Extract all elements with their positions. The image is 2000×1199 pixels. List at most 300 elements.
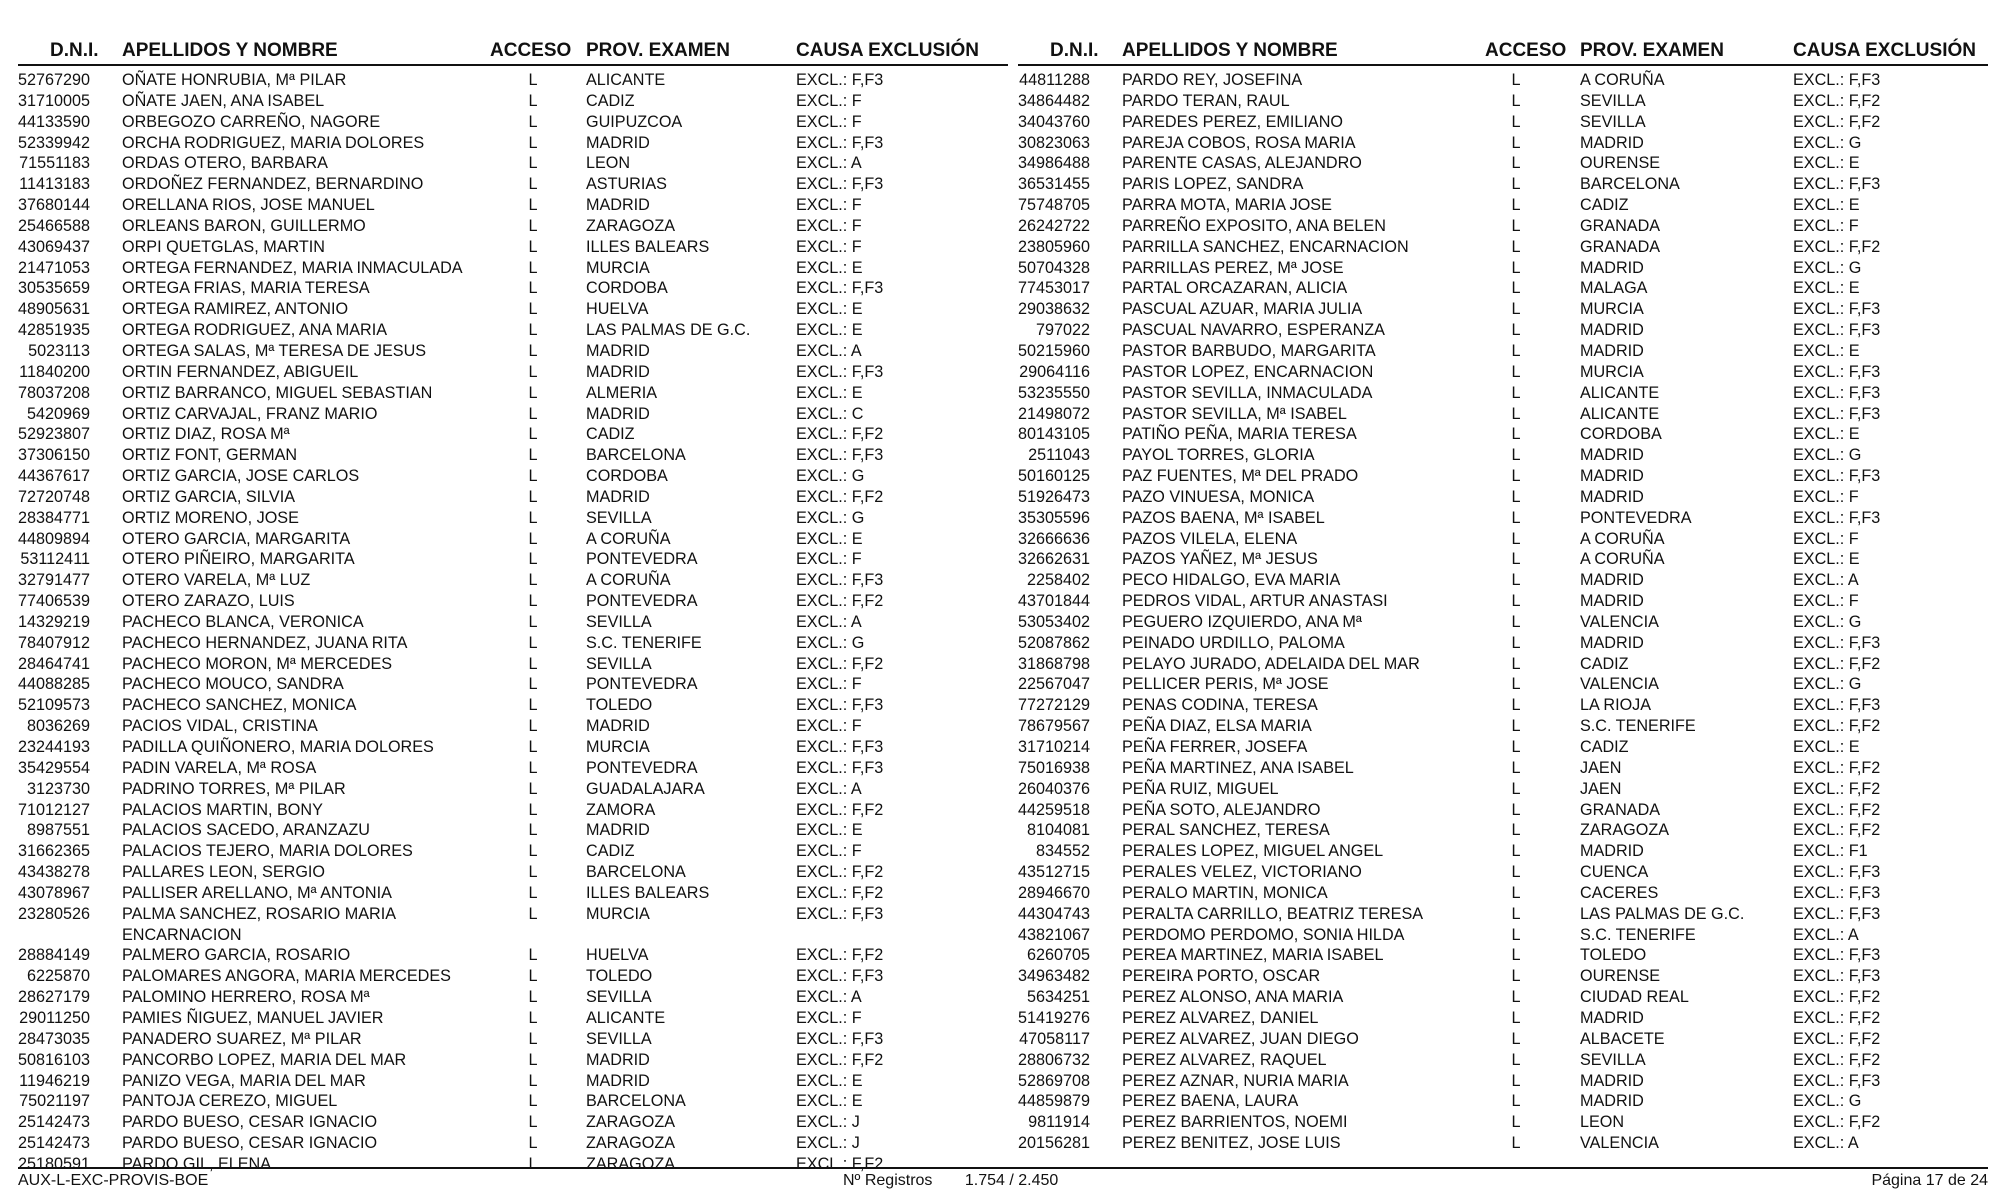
- cell-name: PASCUAL AZUAR, MARIA JULIA: [1122, 300, 1363, 319]
- cell-acceso: L: [528, 383, 538, 402]
- cell-dni: 51926473: [1018, 487, 1091, 506]
- cell-causa: EXCL.: F,F3: [1793, 467, 1881, 486]
- cell-causa: EXCL.: F,F3: [796, 967, 884, 986]
- cell-name: PEREZ ALVAREZ, DANIEL: [1122, 1008, 1319, 1027]
- cell-prov: PONTEVEDRA: [586, 675, 698, 694]
- cell-causa: EXCL.: C: [796, 404, 864, 423]
- cell-prov: ZARAGOZA: [586, 1134, 676, 1153]
- cell-dni: 28384771: [18, 508, 91, 527]
- cell-dni: 44859879: [1018, 1092, 1091, 1111]
- cell-acceso: L: [1511, 362, 1521, 381]
- cell-causa: EXCL.: F,F3: [796, 1029, 884, 1048]
- table-row: [18, 715, 1008, 736]
- cell-name: PEREZ ALVAREZ, JUAN DIEGO: [1122, 1029, 1359, 1048]
- table-row: [1018, 1007, 1988, 1028]
- cell-acceso: L: [1511, 321, 1521, 340]
- cell-dni: 6260705: [1026, 946, 1090, 965]
- cell-causa: EXCL.: F,F2: [1793, 1113, 1881, 1132]
- cell-causa: EXCL.: F,F3: [1793, 904, 1881, 923]
- table-row: [18, 611, 1008, 632]
- cell-dni: 34986488: [1018, 154, 1091, 173]
- cell-name: PAMIES ÑIGUEZ, MANUEL JAVIER: [122, 1008, 384, 1027]
- cell-acceso: L: [528, 404, 538, 423]
- table-row: [1018, 1028, 1988, 1049]
- cell-dni: 34864482: [1018, 91, 1091, 110]
- cell-prov: MADRID: [1580, 633, 1644, 652]
- table-row: [1018, 944, 1988, 965]
- cell-causa: EXCL.: F,F3: [1793, 863, 1881, 882]
- table-row: [1018, 903, 1988, 924]
- cell-name: ORTIZ FONT, GERMAN: [122, 446, 298, 465]
- table-row: [18, 986, 1008, 1007]
- table-row: [18, 736, 1008, 757]
- cell-dni: 5420969: [26, 404, 90, 423]
- cell-causa: EXCL.: E: [796, 821, 863, 840]
- table-row: [18, 1111, 1008, 1132]
- cell-prov: MADRID: [1580, 571, 1644, 590]
- table-row: [1018, 403, 1988, 424]
- cell-name: PEREZ BAENA, LAURA: [1122, 1092, 1299, 1111]
- cell-acceso: L: [1511, 1092, 1521, 1111]
- cell-prov: MADRID: [586, 341, 650, 360]
- cell-causa: EXCL.: A: [1793, 925, 1859, 944]
- cell-acceso: L: [528, 196, 538, 215]
- cell-name: PARRILLA SANCHEZ, ENCARNACION: [1122, 237, 1409, 256]
- cell-prov: OURENSE: [1580, 154, 1661, 173]
- cell-causa: EXCL.: F,F3: [1793, 321, 1881, 340]
- cell-acceso: L: [528, 696, 538, 715]
- cell-causa: EXCL.: F,F3: [796, 446, 884, 465]
- cell-name: PACHECO BLANCA, VERONICA: [122, 612, 364, 631]
- cell-acceso: L: [1511, 425, 1521, 444]
- cell-acceso: L: [528, 1113, 538, 1132]
- cell-prov: PONTEVEDRA: [586, 758, 698, 777]
- cell-name: ORBEGOZO CARREÑO, NAGORE: [122, 112, 381, 131]
- table-row: [18, 924, 1008, 945]
- cell-dni: 30535659: [18, 279, 91, 298]
- cell-name: PARENTE CASAS, ALEJANDRO: [1122, 154, 1362, 173]
- cell-acceso: L: [528, 904, 538, 923]
- table-row: [1018, 715, 1988, 736]
- cell-acceso: L: [528, 654, 538, 673]
- cell-acceso: L: [528, 967, 538, 986]
- cell-prov: ALBACETE: [1580, 1029, 1665, 1048]
- table-row: [1018, 173, 1988, 194]
- cell-prov: LAS PALMAS DE G.C.: [1580, 904, 1745, 923]
- table-row: [18, 799, 1008, 820]
- cell-name: PANIZO VEGA, MARIA DEL MAR: [122, 1071, 366, 1090]
- cell-dni: 28806732: [1018, 1050, 1091, 1069]
- cell-name: PEINADO URDILLO, PALOMA: [1122, 633, 1345, 652]
- cell-name: PEREZ AZNAR, NURIA MARIA: [1122, 1071, 1349, 1090]
- cell-name: ORELLANA RIOS, JOSE MANUEL: [122, 196, 375, 215]
- cell-dni: 50160125: [1018, 467, 1091, 486]
- cell-dni: 50704328: [1018, 258, 1091, 277]
- cell-prov: MADRID: [586, 1050, 650, 1069]
- table-row: [18, 319, 1008, 340]
- table-row: [1018, 340, 1988, 361]
- cell-acceso: L: [528, 487, 538, 506]
- cell-name: PASTOR SEVILLA, Mª ISABEL: [1122, 404, 1347, 423]
- page-footer: [18, 1167, 1988, 1199]
- cell-acceso: L: [1511, 1050, 1521, 1069]
- cell-name: PEREZ ALVAREZ, RAQUEL: [1122, 1050, 1327, 1069]
- cell-dni: 51419276: [1018, 1008, 1091, 1027]
- cell-name: PAZOS BAENA, Mª ISABEL: [1122, 508, 1325, 527]
- cell-prov: GRANADA: [1580, 800, 1661, 819]
- cell-acceso: L: [1511, 279, 1521, 298]
- cell-name: PARRA MOTA, MARIA JOSE: [1122, 196, 1332, 215]
- cell-acceso: L: [528, 258, 538, 277]
- cell-causa: EXCL.: F,F2: [796, 946, 884, 965]
- cell-prov: CORDOBA: [586, 279, 668, 298]
- cell-acceso: L: [1511, 633, 1521, 652]
- document-code: AUX-L-EXC-PROVIS-BOE: [18, 1172, 209, 1189]
- cell-prov: CADIZ: [1580, 654, 1629, 673]
- cell-causa: EXCL.: F,F3: [1793, 383, 1881, 402]
- cell-acceso: L: [1511, 508, 1521, 527]
- cell-name: PASTOR LOPEZ, ENCARNACION: [1122, 362, 1374, 381]
- cell-acceso: L: [1511, 529, 1521, 548]
- cell-name: PAREJA COBOS, ROSA MARIA: [1122, 133, 1356, 152]
- cell-acceso: L: [1511, 91, 1521, 110]
- table-row: [1018, 444, 1988, 465]
- cell-prov: LEON: [1580, 1113, 1625, 1132]
- cell-name: PALOMARES ANGORA, MARIA MERCEDES: [122, 967, 451, 986]
- cell-dni: 78407912: [18, 633, 91, 652]
- cell-causa: EXCL.: F,F3: [796, 71, 884, 89]
- cell-acceso: L: [1511, 612, 1521, 631]
- cell-dni: 31868798: [1018, 654, 1091, 673]
- cell-name: PADRINO TORRES, Mª PILAR: [122, 779, 346, 798]
- cell-causa: EXCL.: E: [796, 258, 863, 277]
- cell-prov: S.C. TENERIFE: [1580, 925, 1696, 944]
- cell-acceso: L: [528, 1050, 538, 1069]
- cell-acceso: L: [1511, 1008, 1521, 1027]
- cell-acceso: L: [528, 550, 538, 569]
- cell-dni: 5634251: [1026, 988, 1090, 1007]
- cell-acceso: L: [1511, 696, 1521, 715]
- cell-acceso: L: [1511, 883, 1521, 902]
- cell-name: ORTEGA RAMIREZ, ANTONIO: [122, 300, 349, 319]
- cell-dni: 52339942: [18, 133, 91, 152]
- cell-prov: A CORUÑA: [586, 529, 671, 548]
- cell-dni: 43069437: [18, 237, 91, 256]
- cell-prov: MADRID: [586, 1071, 650, 1090]
- cell-acceso: L: [1511, 487, 1521, 506]
- cell-acceso: L: [1511, 571, 1521, 590]
- cell-acceso: L: [528, 883, 538, 902]
- table-row: [1018, 361, 1988, 382]
- cell-prov: CIUDAD REAL: [1580, 988, 1689, 1007]
- cell-name: ORTIZ CARVAJAL, FRANZ MARIO: [122, 404, 378, 423]
- registros-count: [843, 1172, 1058, 1190]
- table-row: [1018, 215, 1988, 236]
- cell-name: PERALTA CARRILLO, BEATRIZ TERESA: [1122, 904, 1424, 923]
- cell-acceso: L: [1511, 300, 1521, 319]
- table-row: [1018, 653, 1988, 674]
- cell-acceso: L: [528, 216, 538, 235]
- cell-name: PERAL SANCHEZ, TERESA: [1122, 821, 1330, 840]
- cell-name: PAZOS YAÑEZ, Mª JESUS: [1122, 550, 1318, 569]
- cell-dni: 75016938: [1018, 758, 1091, 777]
- cell-causa: EXCL.: F: [796, 216, 862, 235]
- cell-prov: ALICANTE: [586, 1008, 666, 1027]
- cell-name: ORTIZ MORENO, JOSE: [122, 508, 299, 527]
- cell-dni: 78037208: [18, 383, 91, 402]
- table-row: [18, 944, 1008, 965]
- cell-prov: ALICANTE: [586, 71, 666, 89]
- cell-prov: CADIZ: [1580, 196, 1629, 215]
- cell-prov: MURCIA: [1580, 362, 1644, 381]
- cell-prov: MADRID: [1580, 258, 1644, 277]
- cell-name: PEÑA FERRER, JOSEFA: [1122, 738, 1308, 756]
- table-row: [1018, 277, 1988, 298]
- cell-prov: BARCELONA: [586, 446, 686, 465]
- table-row: [18, 590, 1008, 611]
- cell-dni: 43701844: [1018, 592, 1091, 611]
- cell-acceso: L: [1511, 112, 1521, 131]
- cell-dni: 29038632: [1018, 300, 1091, 319]
- table-row: [1018, 486, 1988, 507]
- cell-prov: MADRID: [1580, 842, 1644, 861]
- cell-dni: 35429554: [18, 758, 91, 777]
- cell-name: PARREÑO EXPOSITO, ANA BELEN: [1122, 216, 1386, 235]
- cell-dni: 44811288: [1019, 71, 1090, 89]
- cell-name: PARTAL ORCAZARAN, ALICIA: [1122, 279, 1348, 298]
- table-row: [1018, 819, 1988, 840]
- cell-dni: 25142473: [18, 1113, 91, 1132]
- cell-dni: 2511043: [1028, 446, 1090, 465]
- cell-dni: 43512715: [1018, 863, 1091, 882]
- table-row: [1018, 257, 1988, 278]
- cell-acceso: L: [528, 821, 538, 840]
- cell-dni: 43438278: [18, 863, 91, 882]
- cell-name: PERDOMO PERDOMO, SONIA HILDA: [1122, 925, 1405, 944]
- cell-name: PEGUERO IZQUIERDO, ANA Mª: [1122, 612, 1362, 631]
- cell-dni: 834552: [1035, 842, 1090, 861]
- cell-name: PASCUAL NAVARRO, ESPERANZA: [1122, 321, 1385, 340]
- table-row: [18, 69, 1008, 90]
- cell-acceso: L: [528, 300, 538, 319]
- left-table-header: [18, 38, 1008, 66]
- cell-prov: MADRID: [586, 487, 650, 506]
- cell-name: PACHECO MORON, Mª MERCEDES: [122, 654, 393, 673]
- cell-dni: 71551183: [19, 154, 90, 173]
- cell-dni: 31710005: [18, 91, 91, 110]
- cell-dni: 35305596: [1018, 508, 1091, 527]
- left-table-body: [18, 66, 1008, 1174]
- cell-acceso: L: [528, 91, 538, 110]
- cell-acceso: L: [1511, 467, 1521, 486]
- cell-prov: SEVILLA: [1580, 91, 1646, 110]
- table-row: [1018, 548, 1988, 569]
- cell-dni: 37680144: [18, 196, 91, 215]
- cell-name: PANCORBO LOPEZ, MARIA DEL MAR: [122, 1050, 407, 1069]
- cell-causa: EXCL.: G: [796, 467, 865, 486]
- table-row: [1018, 924, 1988, 945]
- cell-name: ORCHA RODRIGUEZ, MARIA DOLORES: [122, 133, 425, 152]
- cell-causa: EXCL.: G: [1793, 133, 1862, 152]
- cell-prov: ALICANTE: [1580, 404, 1660, 423]
- cell-dni: 797022: [1035, 321, 1090, 340]
- cell-name: ORTEGA FRIAS, MARIA TERESA: [122, 279, 370, 298]
- cell-acceso: L: [528, 112, 538, 131]
- cell-acceso: L: [528, 279, 538, 298]
- table-row: [18, 861, 1008, 882]
- cell-dni: 9811914: [1028, 1113, 1090, 1132]
- cell-prov: A CORUÑA: [1580, 550, 1665, 569]
- table-row: [1018, 152, 1988, 173]
- cell-causa: EXCL.: F: [796, 196, 862, 215]
- cell-acceso: L: [528, 988, 538, 1007]
- cell-acceso: L: [1511, 404, 1521, 423]
- cell-prov: CADIZ: [586, 425, 635, 444]
- cell-causa: EXCL.: F,F3: [1793, 1071, 1881, 1090]
- cell-dni: 44088285: [18, 675, 91, 694]
- cell-name: PACHECO MOUCO, SANDRA: [122, 675, 344, 694]
- cell-acceso: L: [528, 341, 538, 360]
- cell-dni: 28464741: [18, 654, 91, 673]
- cell-acceso: L: [528, 738, 538, 756]
- table-row: [18, 507, 1008, 528]
- cell-name: ORTIZ DIAZ, ROSA Mª: [122, 425, 290, 444]
- table-row: [18, 673, 1008, 694]
- cell-prov: GUIPUZCOA: [586, 112, 683, 131]
- cell-acceso: L: [1511, 967, 1521, 986]
- cell-causa: EXCL.: F,F3: [796, 758, 884, 777]
- table-row: [18, 132, 1008, 153]
- cell-name: PANADERO SUAREZ, Mª PILAR: [122, 1029, 362, 1048]
- cell-name: PARDO REY, JOSEFINA: [1122, 71, 1303, 89]
- table-row: [1018, 1049, 1988, 1070]
- cell-name: PEREZ ALONSO, ANA MARIA: [1122, 988, 1344, 1007]
- cell-acceso: L: [528, 321, 538, 340]
- cell-causa: EXCL.: F,F2: [796, 883, 884, 902]
- cell-causa: EXCL.: F: [796, 112, 862, 131]
- table-row: [1018, 1070, 1988, 1091]
- table-row: [1018, 236, 1988, 257]
- cell-causa: EXCL.: E: [1793, 154, 1860, 173]
- table-row: [18, 778, 1008, 799]
- table-row: [1018, 757, 1988, 778]
- cell-dni: 31710214: [1018, 738, 1091, 756]
- cell-dni: 31662365: [18, 842, 91, 861]
- table-row: [18, 819, 1008, 840]
- cell-causa: EXCL.: A: [796, 612, 862, 631]
- cell-dni: 23280526: [18, 904, 91, 923]
- cell-acceso: L: [528, 362, 538, 381]
- table-row: [1018, 111, 1988, 132]
- cell-dni: 50215960: [1018, 341, 1091, 360]
- cell-prov: MADRID: [1580, 1071, 1644, 1090]
- table-row: [18, 382, 1008, 403]
- cell-prov: SEVILLA: [1580, 112, 1646, 131]
- cell-name: PERALO MARTIN, MONICA: [1122, 883, 1328, 902]
- table-row: [1018, 736, 1988, 757]
- cell-prov: MADRID: [1580, 1008, 1644, 1027]
- table-row: [18, 340, 1008, 361]
- table-row: [18, 465, 1008, 486]
- cell-prov: SEVILLA: [586, 654, 652, 673]
- registros-value: 1.754 / 2.450: [964, 1172, 1059, 1189]
- cell-prov: ZARAGOZA: [586, 216, 676, 235]
- cell-name: PASTOR SEVILLA, INMACULADA: [1122, 383, 1373, 402]
- cell-dni: 25466588: [18, 216, 91, 235]
- cell-dni: 23805960: [1018, 237, 1091, 256]
- cell-name: OÑATE HONRUBIA, Mª PILAR: [122, 71, 347, 89]
- cell-prov: PONTEVEDRA: [1580, 508, 1692, 527]
- cell-prov: SEVILLA: [586, 508, 652, 527]
- cell-prov: CADIZ: [586, 842, 635, 861]
- cell-causa: EXCL.: F,F2: [1793, 237, 1881, 256]
- cell-causa: EXCL.: G: [1793, 612, 1862, 631]
- cell-causa: EXCL.: F,F2: [1793, 821, 1881, 840]
- cell-acceso: L: [528, 946, 538, 965]
- cell-prov: S.C. TENERIFE: [1580, 717, 1696, 736]
- cell-name: PAZOS VILELA, ELENA: [1122, 529, 1298, 548]
- table-row: [1018, 382, 1988, 403]
- cell-name: PACHECO SANCHEZ, MONICA: [122, 696, 357, 715]
- cell-name: OÑATE JAEN, ANA ISABEL: [122, 91, 325, 110]
- cell-name: ORDAS OTERO, BARBARA: [122, 154, 328, 173]
- table-row: [1018, 882, 1988, 903]
- cell-prov: ZARAGOZA: [586, 1154, 676, 1173]
- cell-prov: OURENSE: [1580, 967, 1661, 986]
- cell-prov: MURCIA: [586, 904, 650, 923]
- cell-causa: EXCL.: F,F2: [796, 654, 884, 673]
- table-row: [18, 361, 1008, 382]
- cell-name: PEREIRA PORTO, OSCAR: [1122, 967, 1321, 986]
- cell-acceso: L: [528, 675, 538, 694]
- cell-acceso: L: [528, 446, 538, 465]
- cell-acceso: L: [528, 863, 538, 882]
- table-row: [18, 90, 1008, 111]
- cell-prov: BARCELONA: [586, 863, 686, 882]
- cell-causa: EXCL.: F,F2: [796, 487, 884, 506]
- cell-name: PACIOS VIDAL, CRISTINA: [122, 717, 318, 736]
- table-row: [18, 152, 1008, 173]
- cell-prov: A CORUÑA: [586, 571, 671, 590]
- table-row: [1018, 778, 1988, 799]
- cell-acceso: L: [1511, 175, 1521, 194]
- header-dni: D.N.I.: [1050, 40, 1099, 61]
- cell-acceso: L: [528, 467, 538, 486]
- cell-name: PALOMINO HERRERO, ROSA Mª: [122, 988, 370, 1007]
- cell-causa: EXCL.: A: [796, 341, 862, 360]
- cell-name: PADIN VARELA, Mª ROSA: [122, 758, 317, 777]
- cell-dni: 43078967: [18, 883, 91, 902]
- cell-acceso: L: [1511, 675, 1521, 694]
- cell-name: PALLISER ARELLANO, Mª ANTONIA: [122, 883, 392, 902]
- table-row: [1018, 632, 1988, 653]
- table-row: [1018, 1090, 1988, 1111]
- table-row: [18, 173, 1008, 194]
- cell-causa: EXCL.: G: [796, 633, 865, 652]
- cell-prov: MADRID: [1580, 446, 1644, 465]
- cell-acceso: L: [528, 633, 538, 652]
- table-row: [18, 257, 1008, 278]
- cell-causa: EXCL.: F,F2: [796, 1154, 884, 1173]
- cell-prov: CACERES: [1580, 883, 1659, 902]
- cell-causa: EXCL.: F: [796, 717, 862, 736]
- cell-name: PARDO BUESO, CESAR IGNACIO: [122, 1134, 378, 1153]
- cell-dni: 28473035: [18, 1029, 91, 1048]
- cell-causa: EXCL.: E: [1793, 738, 1860, 756]
- cell-name: OTERO PIÑEIRO, MARGARITA: [122, 550, 355, 569]
- cell-acceso: L: [1511, 863, 1521, 882]
- cell-causa: EXCL.: E: [1793, 341, 1860, 360]
